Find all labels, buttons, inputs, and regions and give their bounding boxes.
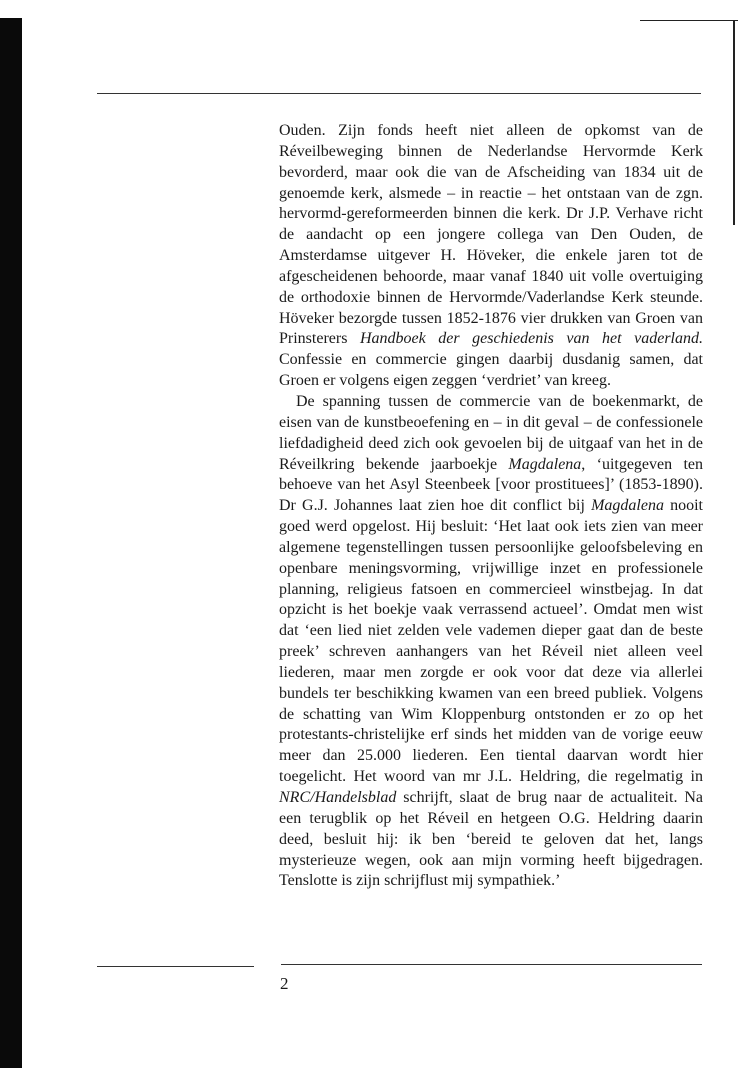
top-rule [97, 93, 701, 94]
scan-edge-bar [0, 18, 22, 1068]
italic-title: NRC/Handelsblad [279, 789, 397, 806]
paragraph-2 [279, 392, 703, 892]
corner-mark-vertical [733, 20, 735, 225]
italic-title: Magdalena [591, 497, 664, 515]
paragraph-1 [279, 121, 703, 392]
text-run: Confessie en commercie gingen daarbij dusdanig samen, dat Groen er volgens eigen zeggen ‘verdriet’ van kreeg. [279, 351, 703, 390]
text-run: , ‘uitgegeven ten behoeve van het Asyl Steenbeek [voor prostituees]’ (1853-1890). Dr G.J. Johannes laat zien hoe dit conflict bij [279, 455, 703, 515]
text-run: De spanning tussen de commercie van de boekenmarkt, de eisen van de kunstbeoefening en – in dit geval – de confessionele liefdadigheid deed zich ook gevoelen bij de uitgaaf van het in de Réveilkring bekende jaarboekje [279, 392, 703, 473]
text-run: nooit goed werd opgelost. Hij besluit: ‘Het laat ook iets zien van meer algemene tegenstellingen tussen persoonlijke geloofsbeleving en openbare meningsvorming, vrijwillige inzet en professionele planning, religieus fatsoen en commercieel winstbejag. In dat opzicht is het boekje vaak verrassend actueel’. Omdat men wist dat ‘een lied niet zelden vele vademen dieper gaat dan de beste preek’ schreven aanhangers van het Réveil niet alleen veel liederen, maar men zorgde er ook voor dat deze via allerlei bundels ter beschikking kwamen van een breed publiek. Volgens de schatting van Wim Kloppenburg ontstonden er zo op het protestants-christelijke erf sinds het midden van de vorige eeuw meer dan 25.000 liederen. Een tiental daarvan wordt hier toegelicht. Het woord van mr J.L. Heldring, die regelmatig in [279, 497, 704, 786]
page-number: 2 [280, 974, 289, 993]
text-run: schrijft, slaat de brug naar de actualiteit. Na een terugblik op het Réveil en hetgeen O.G. Heldring daarin deed, besluit hij: ik ben ‘bereid te geloven dat het, langs mysterieuze wegen, ook aan mijn vorming heeft bijgedragen. Tenslotte is zijn schrijflust mij sympathiek.’ [279, 789, 703, 890]
italic-title: Handboek der geschiedenis van het vaderland. [359, 330, 703, 348]
text-run: Ouden. Zijn fonds heeft niet alleen de opkomst van de Réveilbeweging binnen de Nederlandse Hervormde Kerk bevorderd, maar ook die van de Afscheiding van 1834 uit de genoemde kerk, alsmede – in reactie – het ontstaan van de zgn. hervormd-gereformeerden binnen die kerk. Dr J.P. Verhave richt de aandacht op een jongere collega van Den Ouden, de Amsterdamse uitgever H. Höveker, die enkele jaren tot de afgescheidenen behoorde, maar vanaf 1840 uit volle overtuiging de orthodoxie binnen de Hervormde/Vaderlandse Kerk steunde. Höveker bezorgde tussen 1852-1876 vier drukken van Groen van Prinsterers [279, 122, 703, 348]
footer-rule-right [281, 964, 702, 965]
footer-rule-left [97, 966, 254, 967]
italic-title: Magdalena [508, 455, 582, 473]
corner-mark-horizontal [640, 20, 738, 21]
body-text [279, 121, 703, 892]
